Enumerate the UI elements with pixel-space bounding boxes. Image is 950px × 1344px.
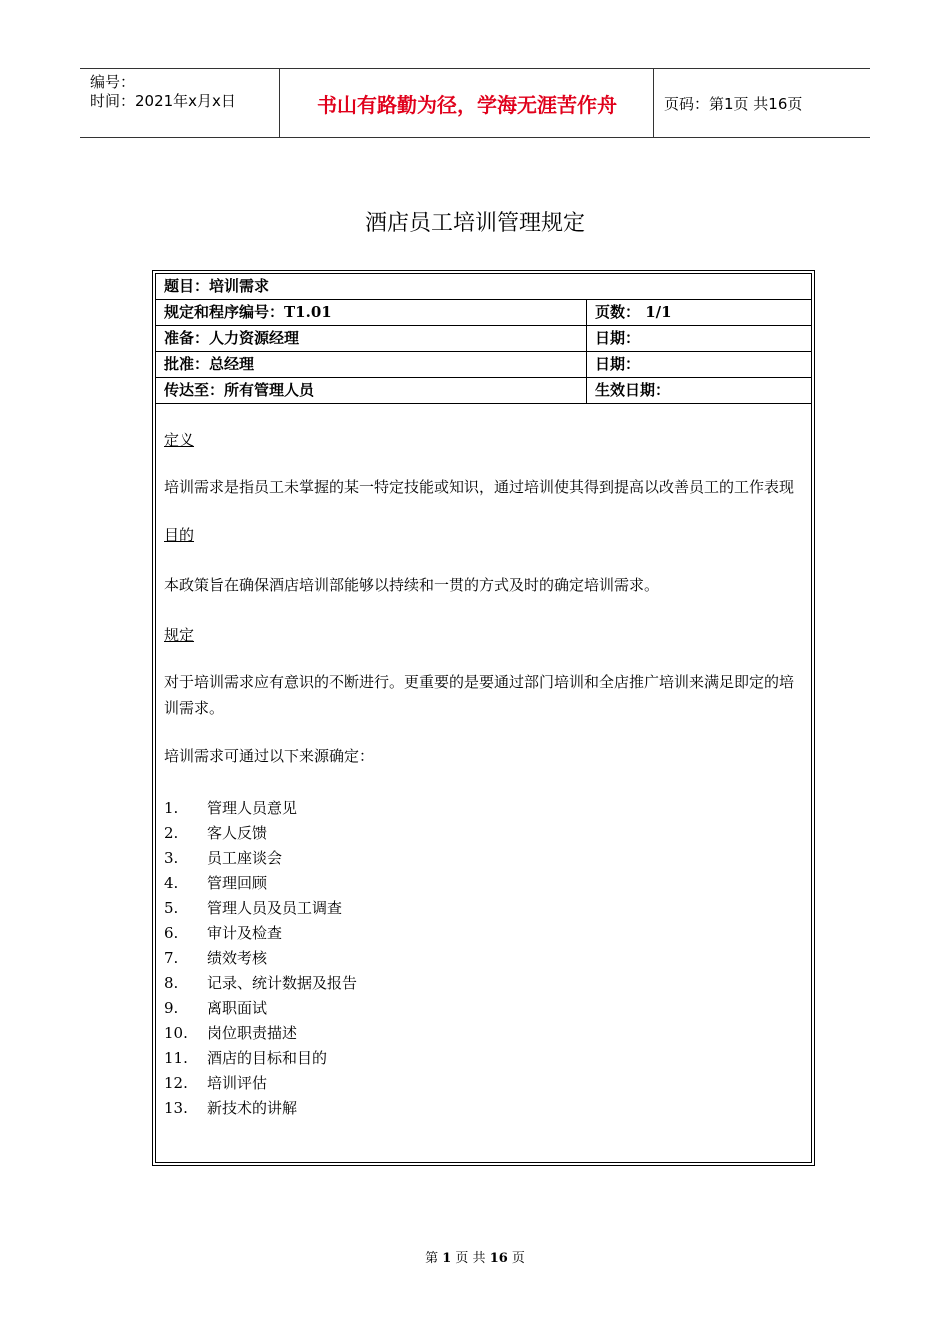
prepared-by: 准备：人力资源经理 (164, 329, 300, 347)
list-item (164, 1021, 803, 1046)
document-title: 酒店员工培训管理规定 (364, 211, 585, 236)
distribute-to: 传达至：所有管理人员 (164, 381, 315, 399)
list-number: 3. (164, 849, 179, 867)
list-text: 审计及检查 (207, 924, 283, 942)
list-item (164, 921, 803, 946)
list-number: 8. (164, 974, 179, 992)
sources-list (164, 796, 803, 1121)
row-approved (156, 352, 811, 378)
list-number: 5. (164, 899, 179, 917)
list-text: 客人反馈 (207, 824, 268, 842)
list-text: 管理人员意见 (207, 799, 298, 817)
page-header (80, 68, 870, 138)
list-item (164, 971, 803, 996)
procedure-code: 规定和程序编号：T1.01 (164, 303, 332, 321)
list-text: 记录、统计数据及报告 (207, 974, 358, 992)
list-text: 管理回顾 (207, 874, 268, 892)
header-motto: 书山有路勤为径，学海无涯苦作舟 (281, 69, 654, 137)
row-code (156, 300, 811, 326)
heading-definition: 定义 (164, 431, 195, 449)
list-number: 4. (164, 874, 179, 892)
list-number: 12. (164, 1074, 188, 1092)
list-item (164, 871, 803, 896)
list-text: 酒店的目标和目的 (207, 1049, 328, 1067)
list-item (164, 946, 803, 971)
list-item (164, 1096, 803, 1121)
policy-table-inner (155, 273, 812, 1163)
list-item (164, 1071, 803, 1096)
heading-rules: 规定 (164, 626, 195, 644)
list-item (164, 796, 803, 821)
list-number: 11. (164, 1049, 188, 1067)
sources-intro: 培训需求可通过以下来源确定： (164, 747, 375, 765)
page-count: 页数： 1/1 (586, 300, 811, 325)
approved-date: 日期： (586, 352, 811, 377)
list-item (164, 1046, 803, 1071)
time-label: 时间：2021年x月x日 (90, 92, 236, 110)
list-text: 离职面试 (207, 999, 268, 1017)
number-label: 编号： (90, 73, 136, 91)
list-text: 培训评估 (207, 1074, 268, 1092)
footer-page-number: 1 (442, 1251, 452, 1266)
policy-table (152, 270, 815, 1166)
effective-date: 生效日期： (586, 378, 811, 403)
rules-text: 对于培训需求应有意识的不断进行。更重要的是要通过部门培训和全店推广培训来满足即定的培训需求。 (164, 673, 795, 717)
topic: 题目：培训需求 (164, 277, 270, 295)
footer-middle: 页 共 (455, 1251, 486, 1266)
list-number: 6. (164, 924, 179, 942)
list-number: 10. (164, 1024, 188, 1042)
row-distribution (156, 378, 811, 404)
definition-text: 培训需求是指员工未掌握的某一特定技能或知识，通过培训使其得到提高以改善员工的工作表现 (164, 478, 795, 496)
list-text: 绩效考核 (207, 949, 268, 967)
policy-body (164, 407, 803, 1121)
purpose-text: 本政策旨在确保酒店培训部能够以持续和一贯的方式及时的确定培训需求。 (164, 576, 660, 594)
list-text: 新技术的讲解 (207, 1099, 298, 1117)
list-item (164, 896, 803, 921)
header-meta (80, 69, 280, 137)
list-item (164, 846, 803, 871)
row-prepared (156, 326, 811, 352)
list-text: 岗位职责描述 (207, 1024, 298, 1042)
list-item (164, 821, 803, 846)
list-text: 管理人员及员工调查 (207, 899, 343, 917)
header-page-info: 页码：第1页 共16页 (664, 94, 803, 113)
row-topic (156, 274, 811, 300)
page-footer (0, 1247, 950, 1266)
approved-by: 批准：总经理 (164, 355, 255, 373)
footer-total-pages: 16 (489, 1251, 508, 1266)
list-text: 员工座谈会 (207, 849, 283, 867)
list-number: 7. (164, 949, 179, 967)
footer-prefix: 第 (425, 1251, 439, 1266)
list-number: 2. (164, 824, 179, 842)
list-number: 9. (164, 999, 179, 1017)
list-item (164, 996, 803, 1021)
heading-purpose: 目的 (164, 526, 195, 544)
list-number: 13. (164, 1099, 188, 1117)
list-number: 1. (164, 799, 179, 817)
prepared-date: 日期： (586, 326, 811, 351)
footer-suffix: 页 (511, 1251, 525, 1266)
